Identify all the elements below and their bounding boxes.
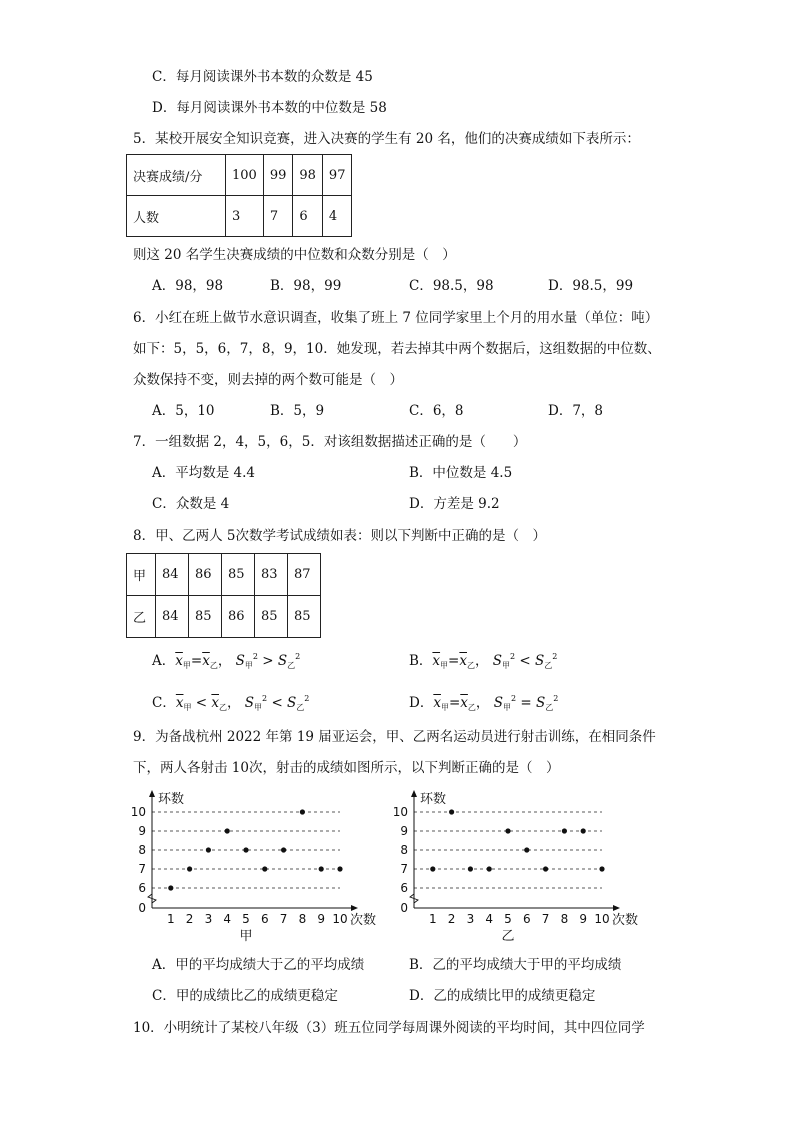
q8-option-b: B．$\overline{x}_甲=\overline{x}_乙$， $S_甲^2 < S_乙^2$ <box>409 652 558 670</box>
y-tick-label: 7 <box>400 862 408 876</box>
q9-option-d: D．乙的成绩比甲的成绩更稳定 <box>409 988 596 1004</box>
q8-option-c: C．$\overline{x}_甲 < \overline{x}_乙$， $S_甲^2 < S_乙^2$ <box>152 694 310 712</box>
y-tick-label: 10 <box>130 805 146 819</box>
table-cell: 乙 <box>127 596 156 638</box>
data-point <box>243 847 248 852</box>
data-point <box>430 866 435 871</box>
table-cell: 85 <box>255 596 288 638</box>
table-cell: 4 <box>322 196 352 237</box>
q6-option-b: B．5，9 <box>270 403 325 419</box>
x-tick-label: 6 <box>522 912 531 926</box>
y-tick-label: 0 <box>138 901 146 915</box>
y-tick-label: 0 <box>400 901 408 915</box>
x-axis-arrow-icon <box>613 905 620 911</box>
y-axis-arrow-icon <box>411 790 417 797</box>
q8-stem: 8．甲、乙两人 5次数学考试成绩如表：则以下判断中正确的是（ ） <box>133 528 546 544</box>
x-axis-arrow-icon <box>351 905 358 911</box>
q8-score-table <box>126 553 321 638</box>
chart-yi <box>392 785 652 945</box>
y-tick-label: 7 <box>138 862 146 876</box>
y-tick-label: 10 <box>392 805 408 819</box>
q6-line3: 众数保持不变，则去掉的两个数可能是（ ） <box>133 372 403 388</box>
y-tick-label: 6 <box>138 881 146 895</box>
y-tick-label: 6 <box>400 881 408 895</box>
table-cell: 84 <box>156 596 189 638</box>
y-axis-label: 环数 <box>158 792 185 807</box>
q7-option-b: B．中位数是 4.5 <box>409 465 513 481</box>
chart-title: 甲 <box>239 929 253 944</box>
table-cell: 3 <box>226 196 264 237</box>
table-cell: 86 <box>222 596 255 638</box>
q6-option-c: C．6，8 <box>409 403 464 419</box>
data-point <box>300 809 305 814</box>
x-tick-label: 3 <box>466 912 475 926</box>
table-cell: 6 <box>293 196 323 237</box>
data-point <box>225 828 230 833</box>
table-cell: 86 <box>189 554 222 596</box>
x-tick-label: 4 <box>223 912 232 926</box>
x-tick-label: 10 <box>594 912 610 926</box>
q9-line2: 下，两人各射击 10次，射击的成绩如图所示，以下判断正确的是（ ） <box>133 760 560 776</box>
y-tick-label: 8 <box>138 843 146 857</box>
x-tick-label: 3 <box>204 912 213 926</box>
q6-option-a: A．5，10 <box>152 403 215 419</box>
data-point <box>168 885 173 890</box>
table-cell: 98 <box>293 155 323 196</box>
table-cell: 99 <box>263 155 293 196</box>
q5-option-a: A．98，98 <box>152 278 224 294</box>
table-cell: 85 <box>288 596 321 638</box>
q5-option-d: D．98.5，99 <box>548 278 634 294</box>
q4-option-d: D．每月阅读课外书本数的中位数是 58 <box>152 100 387 116</box>
y-axis-label: 环数 <box>420 792 447 807</box>
x-tick-label: 6 <box>260 912 269 926</box>
q4-option-c: C．每月阅读课外书本数的众数是 45 <box>152 69 373 85</box>
q9-option-c: C．甲的成绩比乙的成绩更稳定 <box>152 988 338 1004</box>
q7-option-a: A．平均数是 4.4 <box>152 465 256 481</box>
data-point <box>449 809 454 814</box>
q10-line1: 10．小明统计了某校八年级（3）班五位同学每周课外阅读的平均时间，其中四位同学 <box>133 1020 645 1036</box>
q9-line1: 9．为备战杭州 2022 年第 19 届亚运会，甲、乙两名运动员进行射击训练，在相同条件 <box>133 729 656 745</box>
data-point <box>562 828 567 833</box>
table-row <box>127 196 352 237</box>
x-tick-label: 4 <box>485 912 494 926</box>
q9-option-a: A．甲的平均成绩大于乙的平均成绩 <box>152 957 365 973</box>
q5-stem: 5．某校开展安全知识竞赛，进入决赛的学生有 20 名，他们的决赛成绩如下表所示： <box>133 131 640 147</box>
y-tick-label: 8 <box>400 843 408 857</box>
chart-jia <box>130 785 390 945</box>
table-cell: 85 <box>189 596 222 638</box>
q5-option-c: C．98.5，98 <box>409 278 494 294</box>
data-point <box>543 866 548 871</box>
q6-line1: 6．小红在班上做节水意识调查，收集了班上 7 位同学家里上个月的用水量（单位：吨） <box>133 310 659 326</box>
q6-line2: 如下：5，5，6，7，8，9，10．她发现，若去掉其中两个数据后，这组数据的中位数、 <box>133 341 661 357</box>
x-tick-label: 7 <box>541 912 550 926</box>
q7-stem: 7．一组数据 2，4，5，6，5．对该组数据描述正确的是（ ） <box>133 434 527 450</box>
q8-option-d: D．$\overline{x}_甲=\overline{x}_乙$， $S_甲^2 = S_乙^2$ <box>409 694 559 712</box>
x-tick-label: 8 <box>560 912 569 926</box>
table-cell: 85 <box>222 554 255 596</box>
y-axis-arrow-icon <box>149 790 155 797</box>
q9-option-b: B．乙的平均成绩大于甲的平均成绩 <box>409 957 622 973</box>
y-tick-label: 9 <box>138 824 146 838</box>
x-tick-label: 1 <box>166 912 175 926</box>
q5-question: 则这 20 名学生决赛成绩的中位数和众数分别是（ ） <box>133 247 456 263</box>
data-point <box>487 866 492 871</box>
x-axis-label: 次数 <box>612 913 639 928</box>
x-tick-label: 9 <box>579 912 588 926</box>
data-point <box>337 866 342 871</box>
q8-option-a: A．$\overline{x}_甲=\overline{x}_乙$， $S_甲^2 > S_乙^2$ <box>152 652 301 670</box>
data-point <box>281 847 286 852</box>
table-cell: 人数 <box>127 196 226 237</box>
data-point <box>599 866 604 871</box>
data-point <box>187 866 192 871</box>
table-row <box>127 155 352 196</box>
table-cell: 甲 <box>127 554 156 596</box>
x-tick-label: 7 <box>279 912 288 926</box>
x-tick-label: 8 <box>298 912 307 926</box>
y-tick-label: 9 <box>400 824 408 838</box>
data-point <box>319 866 324 871</box>
x-tick-label: 10 <box>332 912 348 926</box>
x-tick-label: 5 <box>242 912 250 926</box>
table-cell: 7 <box>263 196 293 237</box>
x-tick-label: 5 <box>504 912 512 926</box>
q7-option-c: C．众数是 4 <box>152 496 230 512</box>
data-point <box>468 866 473 871</box>
q6-option-d: D．7，8 <box>548 403 604 419</box>
table-cell: 决赛成绩/分 <box>127 155 226 196</box>
data-point <box>206 847 211 852</box>
data-point <box>524 847 529 852</box>
data-point <box>581 828 586 833</box>
q5-option-b: B．98，99 <box>270 278 342 294</box>
table-cell: 84 <box>156 554 189 596</box>
x-axis-label: 次数 <box>350 913 377 928</box>
x-tick-label: 2 <box>185 912 194 926</box>
data-point <box>262 866 267 871</box>
chart-title: 乙 <box>501 929 515 944</box>
x-tick-label: 2 <box>447 912 456 926</box>
table-cell: 97 <box>322 155 352 196</box>
table-cell: 100 <box>226 155 264 196</box>
table-row <box>127 554 321 596</box>
table-cell: 87 <box>288 554 321 596</box>
data-point <box>505 828 510 833</box>
q7-option-d: D．方差是 9.2 <box>409 496 500 512</box>
x-tick-label: 1 <box>428 912 437 926</box>
table-row <box>127 596 321 638</box>
table-cell: 83 <box>255 554 288 596</box>
q5-score-table <box>126 154 352 237</box>
x-tick-label: 9 <box>317 912 326 926</box>
